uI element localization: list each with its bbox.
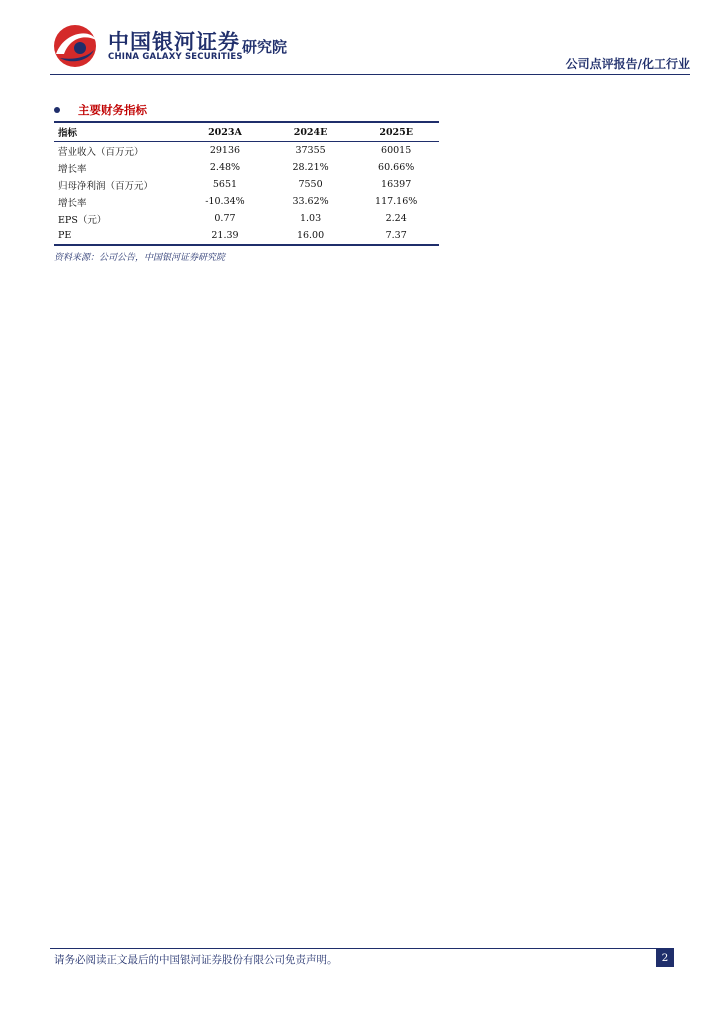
- column-header: 2024E: [293, 126, 328, 138]
- table-row: [54, 227, 439, 245]
- table-cell: 21.39: [211, 230, 239, 241]
- brand-name-cn: 中国银河证券: [108, 30, 240, 54]
- disclaimer-text: 请务必阅读正文最后的中国银河证券股份有限公司免责声明。: [54, 954, 338, 966]
- column-header: 2025E: [379, 126, 414, 138]
- table-cell: 0.77: [214, 213, 236, 224]
- table-cell: 2.48%: [209, 162, 241, 173]
- footer-divider: [50, 948, 674, 949]
- header-divider: [50, 74, 690, 75]
- table-cell: 7550: [298, 179, 323, 190]
- table-cell: 60015: [381, 145, 412, 156]
- table-cell: 增长率: [58, 163, 87, 175]
- column-header: 指标: [58, 128, 78, 139]
- section-heading: [54, 102, 147, 118]
- table-cell: 增长率: [58, 197, 87, 209]
- table-cell: 117.16%: [375, 196, 418, 207]
- table-cell: 5651: [212, 179, 238, 190]
- table-cell: 37355: [295, 145, 326, 156]
- table-row: [54, 210, 439, 227]
- data-source-note: 资料来源：公司公告，中国银河证券研究院: [54, 253, 226, 263]
- bullet-icon: [54, 107, 60, 113]
- table-cell: 33.62%: [292, 196, 329, 207]
- institute-label: 研究院: [242, 38, 288, 56]
- section-heading-text: 主要财务指标: [78, 103, 147, 117]
- report-type-label: 公司点评报告/化工行业: [565, 57, 690, 71]
- table-cell: PE: [58, 230, 72, 241]
- galaxy-logo-icon: [50, 24, 100, 68]
- table-row: [54, 193, 439, 210]
- table-cell: 1.03: [299, 213, 322, 224]
- table-cell: 60.66%: [378, 162, 415, 173]
- table-header-row: [54, 122, 439, 142]
- financial-indicators-table: [54, 121, 439, 246]
- table-cell: EPS（元）: [58, 214, 107, 226]
- table-cell: 营业收入（百万元）: [58, 146, 144, 158]
- table-cell: 2.24: [385, 213, 407, 224]
- page-header: [0, 0, 724, 80]
- table-row: [54, 159, 439, 176]
- column-header: 2023A: [208, 126, 242, 138]
- table-row: [54, 176, 439, 193]
- table-cell: 28.21%: [292, 162, 329, 173]
- table-cell: 29136: [209, 145, 241, 156]
- table-cell: -10.34%: [205, 196, 245, 207]
- table-cell: 7.37: [385, 230, 407, 241]
- table-cell: 归母净利润（百万元）: [58, 180, 154, 192]
- table-row: [54, 142, 439, 160]
- brand-name-en: CHINA GALAXY SECURITIES: [108, 52, 243, 62]
- table-cell: 16.00: [296, 230, 325, 241]
- page-number: 2: [656, 949, 674, 967]
- table-cell: 16397: [381, 179, 412, 190]
